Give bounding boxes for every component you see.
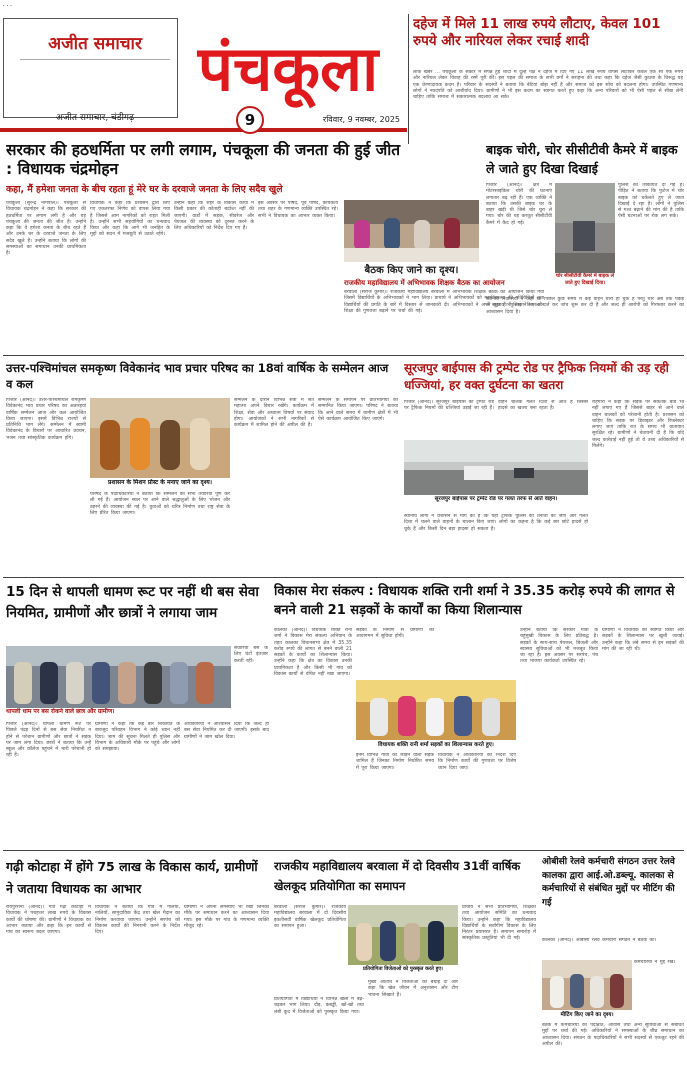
body-obc-2: बैठक में कर्मचारियों की पदोन्नति, आवास तथा अन्य सुविधाओं से संबंधित मुद्दों पर चर्चा की गई। अधिकारियों ने समस्याओं के शीघ्र समाधान का आश्वासन दिया। संगठन के पदाधिकारियों ने सभी सदस्यों से एकजुट रहने की अपील की। [542, 1023, 684, 1047]
body-bike-theft-2: पुलिस को शिकायत दी गई है। पीड़ित ने बताया कि फुटेज में चोर बाइक को धकेलते हुए ले जाता दिखाई दे रहा है। लोगों ने पुलिस से गश्त बढ़ाने की मांग की है ताकि ऐसी घटनाओं पर रोक लग सके। [618, 183, 684, 220]
masthead-rule [0, 128, 407, 132]
photo-obc [542, 960, 632, 1010]
body-shakti-5: उन्होंने बताया कि सरकार गांवों के चहुंमुखी विकास के लिए प्रतिबद्ध है। सड़कों के साथ-साथ पेयजल, बिजली और स्वास्थ्य सुविधाओं को भी मजबूत किया जा रहा है। इस अवसर पर सरपंच, पंच तथा भाजपा कार्यकर्ता उपस्थित रहे। [520, 628, 598, 665]
subhead-chandramohan: कहा, मैं हमेशा जनता के बीच रहता हूं मेरे घर के दरवाजे जनता के लिए सदैव खुले [6, 184, 283, 195]
body-thapli-3: अधिकारियों ने आश्वासन दिया कि जल्द ही बस सेवा नियमित कर दी जाएगी। इसके बाद ग्रामीणों ने जाम खोल दिया। [184, 722, 269, 740]
body-thapli-side: सवारियां बस के लिए घंटों इंतजार करती रहीं। [234, 646, 268, 664]
page-print-info: ... [2, 1, 13, 8]
caption-conference: प्रशासन के मिशन प्रोस्ट के मनाए जाने का दृश्य। [107, 479, 213, 486]
photo-cctv [555, 183, 615, 273]
headline-garhi: गढ़ी कोटाहा में होंगे 75 लाख के विकास कार्य, ग्रामीणों ने जताया विधायक का आभार [6, 859, 258, 896]
headline-thapli: 15 दिन से थापली धामण रूट पर नहीं थी बस सेवा नियमित, ग्रामीणों और छात्रों ने लगाया जाम [6, 584, 259, 621]
body-chandramohan-2: विधायक ने कहा कि प्रशासन द्वारा लिए गए एकतरफा निर्णय को वापस लिया गया है जिससे आम नागरिकों को राहत मिली है। उन्होंने सभी सहयोगियों का धन्यवाद किया और कहा कि आगे भी जनहित के मुद्दों को सदन में मजबूती से उठाते रहेंगे। [90, 201, 170, 238]
body-chandramohan-3: उन्होंने कहा कि शहर के विकास कार्यों में किसी प्रकार की कोताही बर्दाश्त नहीं की जाएगी। वार्डों में सड़क, सीवरेज और पेयजल की व्यवस्था को दुरुस्त करने के लिए अधिकारियों को निर्देश दिए गए हैं। [174, 201, 254, 232]
column-divider [408, 14, 409, 144]
photo-ptm [344, 200, 479, 262]
caption-cctv: चोर सीसीटीवी कैमरे में बाइक ले जाते हुए दिखाई दिया। [555, 273, 615, 286]
body-garhi-2: विधायक ने बताया कि गांव में गलियों, नालियों, सामुदायिक केंद्र तथा खेल मैदान का निर्माण करवाया जाएगा। उन्होंने सरपंच को विकास कार्यों की निगरानी करने के निर्देश दिए। [95, 905, 180, 936]
body-surajpur-2: वाहन चालक गलत दिशा से आते हैं जिससे हादसे का खतरा बना रहता है। [498, 400, 588, 412]
headline-conference: उत्तर-पश्चिमांचल समकृष्ण विवेकानंद भाव प्रचार परिषद का 18वां वार्षिक के सम्मेलन आज व कल [6, 361, 389, 391]
body-conference-4: सम्मेलन के समापन पर प्रतिभागियों को सम्मानित किया जाएगा। परिषद ने बताया कि आने वाले समय में ग्रामीण क्षेत्रों में भी ऐसे कार्यक्रम आयोजित किए जाएंगे। [318, 398, 398, 422]
headline-shakti: विकास मेरा संकल्प : विधायक शक्ति रानी शर्मा ने 35.35 करोड़ रुपये की लागत से बनने वाली 21 सड़कों के कार्यों का किया शिलान्यास [274, 584, 675, 618]
photo-shakti [356, 680, 516, 740]
headline-surajpur: सूरजपुर बाईपास की ट्रम्पेट रोड पर ट्रैफिक नियमों की उड़ रही धज्जियां, हर वक्त दुर्घटना का खतरा [404, 361, 669, 392]
body-conference-3: सम्मेलन के दौरान विभिन्न सत्रों में संत महात्मा अपने विचार रखेंगे। कार्यक्रम में शिक्षा, सेवा और अध्यात्म विषयों पर संवाद होगा। आयोजकों ने सभी नागरिकों से कार्यक्रम में शामिल होने की अपील की है। [234, 398, 314, 429]
body-shakti-4: विधायक ने अधिकारियों को निर्देश दिए कि निर्माण कार्यों की गुणवत्ता पर विशेष ध्यान दिया जाए। [438, 753, 516, 771]
page-number: 9 [236, 106, 264, 134]
body-bike-theft-3: स्थानीय निवासियों ने कहा कि पिछले कुछ समय में कई वाहन चोरी हो चुके हैं परंतु चोर अब तक पकड़ से बाहर हैं। पुलिस ने मामला दर्ज कर जांच शुरू कर दी है और जल्द ही आरोपी को गिरफ्तार करने का आश्वासन दिया है। [486, 297, 684, 315]
headline-dowry: दहेज में मिले 11 लाख रुपये लौटाए, केवल 101 रुपये और नारियल लेकर रचाई शादी [413, 16, 661, 49]
body-conference-2: परिषद के पदाधिकारियों ने बताया कि सम्मेलन की सभी तैयारियां पूर्ण कर ली गई हैं। आयोजन स्थल पर आने वाले श्रद्धालुओं के लिए भोजन और ठहरने की व्यवस्था की गई है। युवाओं को चरित्र निर्माण तथा राष्ट्र सेवा के लिए प्रेरित किया जाएगा। [90, 492, 230, 516]
caption-shakti: विधायक शक्ति रानी शर्मा सड़कों का शिलान्यास करते हुए। [378, 742, 494, 748]
headline-ptm: राजकीय महाविद्यालय में अभिभावक शिक्षक बैठक का आयोजन [344, 279, 505, 287]
body-shakti-1: कालका (आनंद)। विधायक शक्ति रानी शर्मा ने विकास मेरा संकल्प अभियान के तहत कालका विधानसभा क्षेत्र में 35.35 करोड़ रुपये की लागत से बनने वाली 21 सड़कों के कार्यों का शिलान्यास किया। उन्होंने कहा कि क्षेत्र का विकास उनकी प्राथमिकता है और किसी भी गांव को विकास कार्यों से वंचित नहीं रखा जाएगा। [274, 628, 352, 678]
body-garhi-1: रायपुररानी (आनंद)। गांव गढ़ी कोटाहा में विधायक ने पचहत्तर लाख रुपये के विकास कार्यों की घोषणा की। ग्रामीणों ने विधायक का आभार जताया और कहा कि इन कार्यों से गांव का स्वरूप बदल जाएगा। [6, 905, 91, 936]
body-dowry: लोक खबरें ... पंचकूला के सेक्टर में संपन्न हुई शादी में दूल्हे पक्ष ने दहेज में दिए गए 11 लाख रुपये वापस लौटाकर केवल एक सौ एक रुपये और नारियल लेकर विवाह की रस्में पूरी कीं। इस पहल की समाज के सभी वर्गों ने सराहना की तथा कहा कि दहेज जैसी कुप्रथा के विरुद्ध यह एक प्रेरणादायक कदम है। परिवार के सदस्यों ने बताया कि बेटियां बोझ नहीं हैं और समाज को इस सोच को बदलना होगा। उपस्थित गणमान्य लोगों ने नवदंपति को आशीर्वाद दिया। ग्रामीणों ने भी इस कदम का स्वागत करते हुए कहा कि अन्य परिवारों को भी ऐसी पहल से सीख लेनी चाहिए ताकि समाज में सकारात्मक बदलाव आ सके। [413, 70, 683, 101]
caption-surajpur: सूरजपुर बाईपास पर ट्रम्पेट रोड पर गलत तरफ से आते वाहन। [434, 496, 558, 502]
section-rule-2 [3, 577, 684, 578]
body-garhi-3: ग्रामीणों ने अपनी समस्याएं भी रखीं जिनका मौके पर समाधान करने का आश्वासन दिया गया। इस मौके पर गांव के गणमान्य व्यक्ति मौजूद रहे। [184, 905, 269, 929]
photo-conference [90, 398, 230, 478]
body-obc-1: कालका (आनंद)। ओबीसी रेलवे कर्मचारी संगठन ने बैठक की। [542, 938, 657, 943]
caption-obc: मीटिंग किए जाने का दृश्य। [560, 1012, 614, 1018]
body-sports-4: प्राचार्य ने सभी प्रतिभागियों, शिक्षकों तथा आयोजन समिति का धन्यवाद किया। उन्होंने कहा कि महाविद्यालय विद्यार्थियों के सर्वांगीण विकास के लिए निरंतर प्रयासरत है। समापन समारोह में सांस्कृतिक प्रस्तुतियां भी दी गईं। [462, 905, 536, 942]
body-surajpur-1: पिंजौर (आनंद)। सूरजपुर बाईपास की ट्रम्पेट रोड पर ट्रैफिक नियमों की धज्जियां उड़ाई जा रही हैं। [404, 400, 494, 412]
caption-ptm: बैठक किए जाने का दृश्य। [364, 265, 459, 276]
body-ptm: बरवाला (सरोज कुमार)। राजकीय महाविद्यालय बरवाला में अभिभावक शिक्षक बैठक का आयोजन किया गया जिसमें विद्यार्थियों के अभिभावकों ने भाग लिया। प्राचार्य ने अभिभावकों को महाविद्यालय की गतिविधियों तथा विद्यार्थियों की प्रगति के बारे में विस्तार से जानकारी दी। अभिभावकों ने अपने सुझाव भी साझा किए और शिक्षा की गुणवत्ता बढ़ाने पर चर्चा की गई। [344, 290, 544, 314]
body-chandramohan-4: इस अवसर पर पार्षद, पूर्व पार्षद, कार्यकर्ता तथा शहर के गणमान्य व्यक्ति उपस्थित रहे। सभी ने विधायक का आभार व्यक्त किया। [258, 201, 338, 219]
body-obc-side: कर्मचारियों ने मुद्दे रखे। [634, 960, 676, 965]
masthead-title: पंचकूला [197, 32, 379, 105]
body-sports-2: प्रतियोगिता में विद्यार्थियों ने विभिन्न खेलों में बढ़-चढ़कर भाग लिया। दौड़, कबड्डी, खो-खो तथा लंबी कूद में विजेताओं को पुरस्कृत किया गया। [274, 997, 364, 1015]
headline-bike-theft: बाइक चोरी, चोर सीसीटीवी कैमरे में बाइक ले जाते हुए दिखा दिखाई [486, 142, 678, 176]
headline-sports: राजकीय महाविद्यालय बरवाला में दो दिवसीय 31वीं वार्षिक खेलकूद प्रतियोगिता का समापन [274, 859, 521, 893]
body-sports-3: मुख्य अतिथि ने विजेताओं को बधाई दी और कहा कि खेल जीवन में अनुशासन और टीम भावना सिखाते हैं। [368, 980, 458, 998]
date-line: रविवार, 9 नवम्बर, 2025 [322, 115, 400, 124]
body-thapli-1: पिंजौर (आनंद)। थापली धामण रूट पर पिछले पंद्रह दिनों से बस सेवा नियमित न होने से परेशान ग्रामीणों और छात्रों ने सड़क पर जाम लगा दिया। छात्रों ने बताया कि उन्हें स्कूल और कॉलेज पहुंचने में भारी परेशानी हो रही है। [6, 722, 91, 759]
photo-sports [348, 905, 458, 965]
caption-sports: प्रतियोगिता विजेताओं को पुरस्कृत करते हुए। [363, 966, 443, 972]
photo-surajpur [404, 440, 588, 495]
body-shakti-6: ग्रामीणों ने विधायक का स्वागत किया और सड़कों के शिलान्यास पर खुशी जताई। उन्होंने कहा कि लंबे समय से इन सड़कों की मांग की जा रही थी। [602, 628, 684, 652]
body-bike-theft-1: पिंजौर (आनंद)। क्षेत्र में मोटरसाइकिल चोरी की घटनाएं लगातार बढ़ रही हैं। एक व्यक्ति ने बताया कि उसकी बाइक घर के बाहर खड़ी थी जिसे चोर चुरा ले गया। चोर की यह करतूत सीसीटीवी कैमरे में कैद हो गई। [486, 183, 552, 226]
body-shakti-3: इनमें विभिन्न गांवों को जोड़ने वाली सड़कें शामिल हैं जिनका निर्माण निर्धारित समय में पूरा किया जाएगा। [356, 753, 434, 771]
brand-city: अजीत समाचार, चंडीगढ़ [55, 113, 135, 123]
section-rule [3, 355, 684, 356]
body-sports-1: बरवाला (सरोज कुमार)। राजकीय महाविद्यालय बरवाला में दो दिवसीय इकतीसवीं वार्षिक खेलकूद प्रतियोगिता का समापन हुआ। [274, 905, 346, 929]
caption-thapli: थापली धाम पर बस रोकने वाले छात्र और ग्रामीण। [6, 708, 115, 715]
body-surajpur-4: राहगीरों ने कहा कि सड़क पर संकेतक बोर्ड भी नहीं लगाए गए हैं जिससे बाहर से आने वाले वाहन चालकों को परेशानी होती है। प्रशासन को चाहिए कि सड़क पर डिवाइडर और रिफ्लेक्टर लगाए जाएं ताकि रात के समय भी यातायात सुरक्षित रहे। ग्रामीणों ने चेतावनी दी है कि यदि जल्द कार्रवाई नहीं हुई तो वे उच्च अधिकारियों से मिलेंगे। [592, 400, 684, 450]
body-shakti-2: सड़कों के निर्माण से ग्रामीणों को आवागमन में सुविधा होगी। [356, 628, 434, 640]
headline-obc: ओबीसी रेलवे कर्मचारी संगठन उत्तर रेलवे कालका द्वारा आई.ओ.डब्ल्यू. कालका से कर्मचारियों से संबंधित मुद्दों पर मीटिंग की गई [542, 857, 675, 908]
photo-thapli [6, 646, 231, 708]
brand-name: अजीत समाचार [20, 28, 170, 60]
section-rule-3 [3, 850, 684, 851]
body-thapli-2: ग्रामीणों ने कहा कि कई बार शिकायत के बावजूद परिवहन विभाग ने कोई ध्यान नहीं दिया। जाम की सूचना मिलते ही पुलिस और विभाग के अधिकारी मौके पर पहुंचे और लोगों को समझाया। [95, 722, 180, 753]
body-chandramohan-1: पंचकूला (सुरेन्द्र नागपाल)। पंचकूला से विधायक चंद्रमोहन ने कहा कि सरकार की हठधर्मिता पर लगाम लगी है और यह पंचकूला की जनता की जीत है। उन्होंने कहा कि वे हमेशा जनता के बीच रहते हैं और उनके घर के दरवाजे जनता के लिए सदैव खुले हैं। उन्होंने बताया कि लोगों की समस्याओं का समाधान उनकी प्राथमिकता है। [6, 201, 86, 257]
headline-chandramohan: सरकार की हठधर्मिता पर लगी लगाम, पंचकूला की जनता की हुई जीत : विधायक चंद्रमोहन [6, 141, 401, 178]
body-conference-1: पिंजौर (आनंद)। उत्तर-पश्चिमांचल रामकृष्ण विवेकानंद भाव प्रचार परिषद का अठारहवां वार्षिक सम्मेलन आज और कल आयोजित किया जाएगा। इसमें विभिन्न राज्यों से प्रतिनिधि भाग लेंगे। सम्मेलन में स्वामी विवेकानंद के विचारों पर आधारित प्रवचन, भजन तथा सांस्कृतिक कार्यक्रम होंगे। [6, 398, 86, 441]
body-surajpur-3: स्थानीय लोगों ने प्रशासन से मांग की है कि यहां ट्रैफिक पुलिस की तैनाती की जाए और गलत दिशा में चलने वाले वाहनों के चालान किए जाएं। लोगों का कहना है कि कई बार छोटे हादसे हो चुके हैं और किसी दिन बड़ा हादसा हो सकता है। [404, 514, 588, 532]
